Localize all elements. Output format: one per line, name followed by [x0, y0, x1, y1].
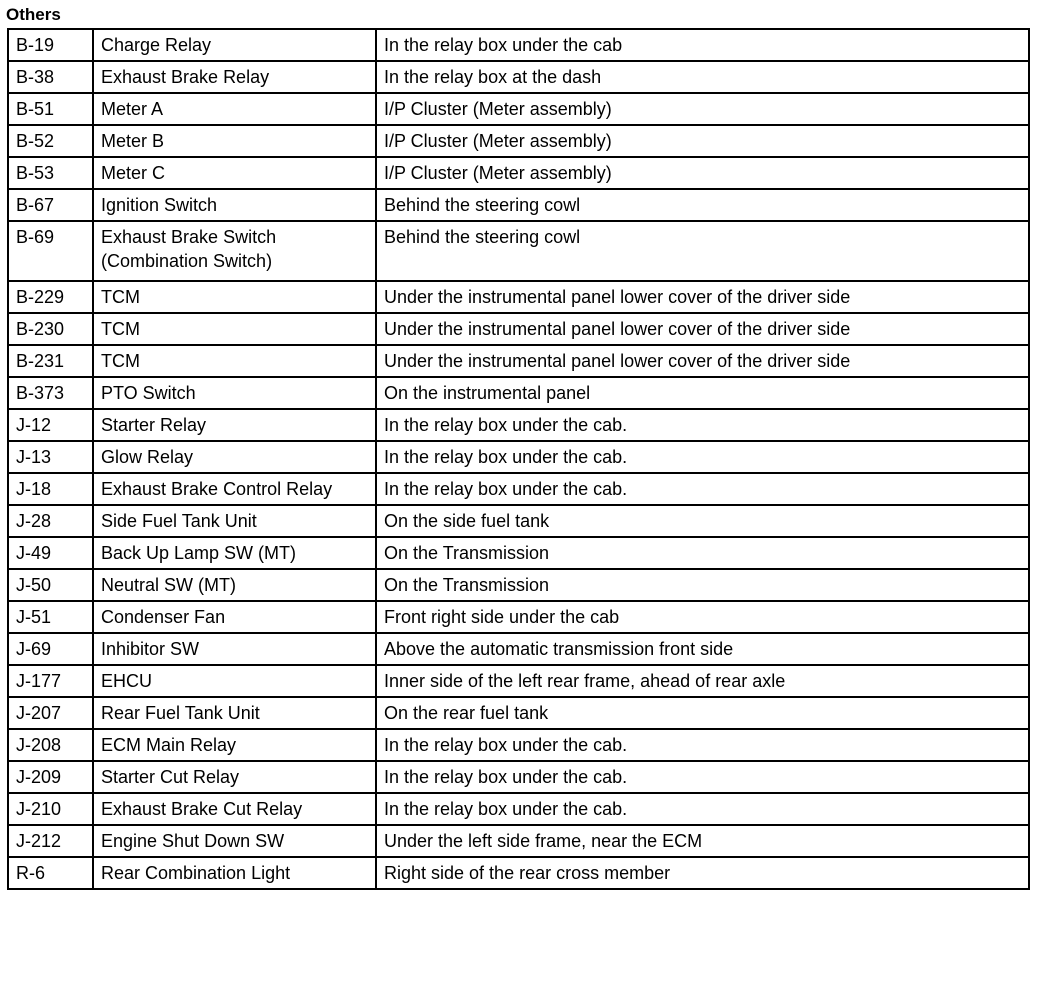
table-row	[8, 441, 1029, 473]
connector-id: R-6	[8, 857, 93, 889]
component-name: ECM Main Relay	[93, 729, 376, 761]
component-name: Meter B	[93, 125, 376, 157]
component-name: Inhibitor SW	[93, 633, 376, 665]
component-name: Starter Cut Relay	[93, 761, 376, 793]
component-name: Glow Relay	[93, 441, 376, 473]
table-row	[8, 345, 1029, 377]
connector-id: B-230	[8, 313, 93, 345]
component-name: Ignition Switch	[93, 189, 376, 221]
component-name: Exhaust Brake Cut Relay	[93, 793, 376, 825]
component-name: Exhaust Brake Switch	[101, 227, 277, 247]
component-location: On the rear fuel tank	[376, 697, 1029, 729]
table-row	[8, 793, 1029, 825]
component-name: EHCU	[93, 665, 376, 697]
table-row	[8, 633, 1029, 665]
component-name: Engine Shut Down SW	[93, 825, 376, 857]
component-location: Above the automatic transmission front side	[376, 633, 1029, 665]
component-name: Exhaust Brake Control Relay	[93, 473, 376, 505]
component-name-cell	[93, 221, 376, 281]
connector-id: J-69	[8, 633, 93, 665]
component-name: Back Up Lamp SW (MT)	[93, 537, 376, 569]
table-row	[8, 221, 1029, 281]
connector-id: B-229	[8, 281, 93, 313]
connector-id: B-69	[8, 221, 93, 281]
component-location: In the relay box under the cab.	[376, 761, 1029, 793]
table-row	[8, 377, 1029, 409]
table-row	[8, 61, 1029, 93]
component-location: In the relay box under the cab.	[376, 441, 1029, 473]
connector-id: B-52	[8, 125, 93, 157]
section-title: Others	[6, 5, 61, 24]
component-name: Exhaust Brake Relay	[93, 61, 376, 93]
table-row	[8, 569, 1029, 601]
table-row	[8, 729, 1029, 761]
component-location: Inner side of the left rear frame, ahead of rear axle	[376, 665, 1029, 697]
component-name: PTO Switch	[93, 377, 376, 409]
component-location: On the Transmission	[376, 569, 1029, 601]
component-name: Rear Combination Light	[93, 857, 376, 889]
component-location: In the relay box under the cab.	[376, 729, 1029, 761]
connector-id: J-210	[8, 793, 93, 825]
component-location: Front right side under the cab	[376, 601, 1029, 633]
connector-id: J-207	[8, 697, 93, 729]
table-row	[8, 857, 1029, 889]
connector-id: J-49	[8, 537, 93, 569]
table-row	[8, 825, 1029, 857]
table-row	[8, 505, 1029, 537]
table-row	[8, 537, 1029, 569]
component-name: TCM	[93, 345, 376, 377]
table-row	[8, 189, 1029, 221]
component-location: In the relay box under the cab.	[376, 409, 1029, 441]
component-location: On the instrumental panel	[376, 377, 1029, 409]
connector-id: B-373	[8, 377, 93, 409]
connector-id: J-28	[8, 505, 93, 537]
table-row	[8, 473, 1029, 505]
table-row	[8, 157, 1029, 189]
table-row	[8, 601, 1029, 633]
component-name: Condenser Fan	[93, 601, 376, 633]
component-location: Right side of the rear cross member	[376, 857, 1029, 889]
component-name: Meter A	[93, 93, 376, 125]
table-row	[8, 665, 1029, 697]
component-location: On the Transmission	[376, 537, 1029, 569]
connector-id: B-53	[8, 157, 93, 189]
component-name: TCM	[93, 313, 376, 345]
connector-id: B-67	[8, 189, 93, 221]
connector-id: J-12	[8, 409, 93, 441]
component-name: Rear Fuel Tank Unit	[93, 697, 376, 729]
connector-id: B-38	[8, 61, 93, 93]
component-name: Meter C	[93, 157, 376, 189]
table-row	[8, 697, 1029, 729]
connector-id: J-208	[8, 729, 93, 761]
table-row	[8, 93, 1029, 125]
connector-id: J-18	[8, 473, 93, 505]
table-row	[8, 409, 1029, 441]
component-name: Neutral SW (MT)	[93, 569, 376, 601]
component-name-line2: (Combination Switch)	[101, 251, 273, 271]
component-location: In the relay box under the cab	[376, 29, 1029, 61]
component-name: Starter Relay	[93, 409, 376, 441]
component-location: In the relay box under the cab.	[376, 473, 1029, 505]
connector-id: J-209	[8, 761, 93, 793]
connector-id: J-212	[8, 825, 93, 857]
connector-id: B-231	[8, 345, 93, 377]
connector-location-table	[7, 28, 1030, 890]
connector-id: B-51	[8, 93, 93, 125]
component-location: Behind the steering cowl	[376, 221, 1029, 281]
component-location: In the relay box under the cab.	[376, 793, 1029, 825]
connector-id: J-177	[8, 665, 93, 697]
component-location: On the side fuel tank	[376, 505, 1029, 537]
table-row	[8, 761, 1029, 793]
component-location: Behind the steering cowl	[376, 189, 1029, 221]
component-location: Under the instrumental panel lower cover of the driver side	[376, 281, 1029, 313]
table-row	[8, 125, 1029, 157]
component-location: I/P Cluster (Meter assembly)	[376, 157, 1029, 189]
component-location: Under the instrumental panel lower cover of the driver side	[376, 345, 1029, 377]
component-location: In the relay box at the dash	[376, 61, 1029, 93]
connector-id: B-19	[8, 29, 93, 61]
component-location: I/P Cluster (Meter assembly)	[376, 125, 1029, 157]
connector-id: J-50	[8, 569, 93, 601]
component-name: TCM	[93, 281, 376, 313]
table-row	[8, 29, 1029, 61]
connector-id: J-13	[8, 441, 93, 473]
component-name: Charge Relay	[93, 29, 376, 61]
table-row	[8, 313, 1029, 345]
component-location: Under the left side frame, near the ECM	[376, 825, 1029, 857]
component-name: Side Fuel Tank Unit	[93, 505, 376, 537]
connector-id: J-51	[8, 601, 93, 633]
table-row	[8, 281, 1029, 313]
component-location: I/P Cluster (Meter assembly)	[376, 93, 1029, 125]
component-location: Under the instrumental panel lower cover of the driver side	[376, 313, 1029, 345]
